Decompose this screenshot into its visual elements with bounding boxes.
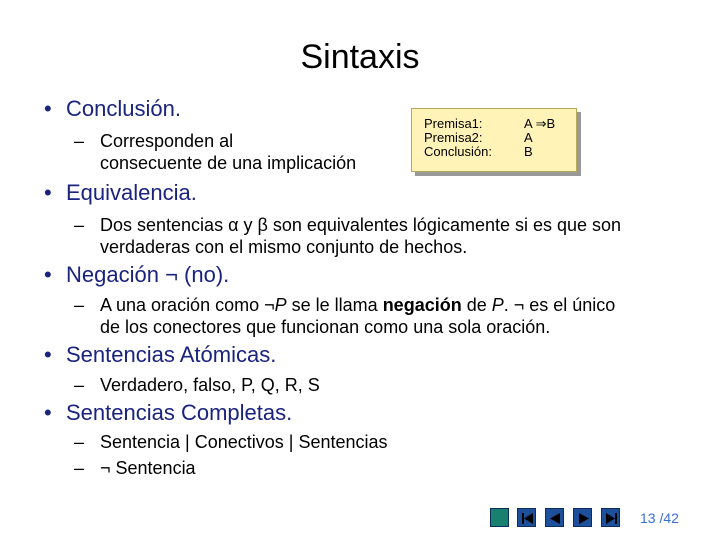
total-pages: 42 [663,510,679,526]
bullet-label: Sentencias Completas. [66,400,293,425]
bullet-equivalencia [44,180,197,206]
italic-run: P [274,295,287,315]
bullet-marker: • [44,96,52,121]
next-icon[interactable] [573,508,592,527]
sub-completas-1 [74,431,388,453]
bullet-completas [44,400,292,426]
premise1-value: A ⇒B [524,116,556,131]
bullet-marker: • [44,180,52,205]
dash-marker: – [74,375,85,395]
slide-title: Sintaxis [300,38,420,76]
sub-atomicas [74,374,320,396]
sub-line: de los conectores que funcionan como una sola oración. [100,317,551,337]
italic-run: P [491,295,504,315]
sub-line: Dos sentencias α y β son equivalentes lógicamente si es que son [100,215,622,235]
bullet-negacion [44,262,229,288]
bullet-marker: • [44,342,52,367]
bullet-atomicas [44,342,276,368]
inference-labels [424,117,492,159]
bullet-conclusion [44,96,181,122]
text-run: . ¬ es el único [503,295,616,315]
next-end-icon [602,509,621,528]
sub-line: consecuente de una implicación [100,153,357,173]
bullet-label: Sentencias Atómicas. [66,342,277,367]
dash-marker: – [74,432,85,452]
sub-conclusion [74,130,356,174]
text-run: se le llama [286,295,383,315]
inference-box [411,108,577,172]
prev-icon[interactable] [545,508,564,527]
text-run: de [461,295,492,315]
sub-line [100,294,615,316]
conclusion-label: Conclusión: [424,144,492,159]
bullet-marker: • [44,400,52,425]
sub-equivalencia [74,214,621,258]
bullet-label: Equivalencia. [66,180,197,205]
dash-marker: – [74,295,85,315]
dash-marker: – [74,215,85,235]
inference-values [524,117,555,159]
sub-line: ¬ Sentencia [100,458,196,478]
sub-line: Sentencia | Conectivos | Sentencias [100,432,388,452]
sub-line: verdaderas con el mismo conjunto de hechos. [100,237,468,257]
prev-end-icon [518,509,537,528]
premise2-value: A [524,130,533,145]
premise1-label: Premisa1: [424,116,483,131]
next-icon [574,509,593,528]
bold-run: negación [382,295,462,315]
dash-marker: – [74,458,85,478]
dash-marker: – [74,131,85,151]
sub-completas-2 [74,457,196,479]
premise2-label: Premisa2: [424,130,483,145]
current-page: 13 [640,510,656,526]
sub-line: Verdadero, falso, P, Q, R, S [100,375,320,395]
text-run: A una oración como ¬ [100,295,275,315]
next-end-icon[interactable] [601,508,620,527]
bullet-marker: • [44,262,52,287]
bullet-label: Conclusión. [66,96,181,121]
page-separator: / [655,510,664,526]
prev-end-icon[interactable] [517,508,536,527]
page-number [640,510,679,526]
first-icon[interactable] [490,508,509,527]
bullet-label: Negación ¬ (no). [66,262,230,287]
sub-negacion [74,294,615,338]
prev-icon [546,509,565,528]
conclusion-value: B [524,144,533,159]
sub-line: Corresponden al [100,131,234,151]
